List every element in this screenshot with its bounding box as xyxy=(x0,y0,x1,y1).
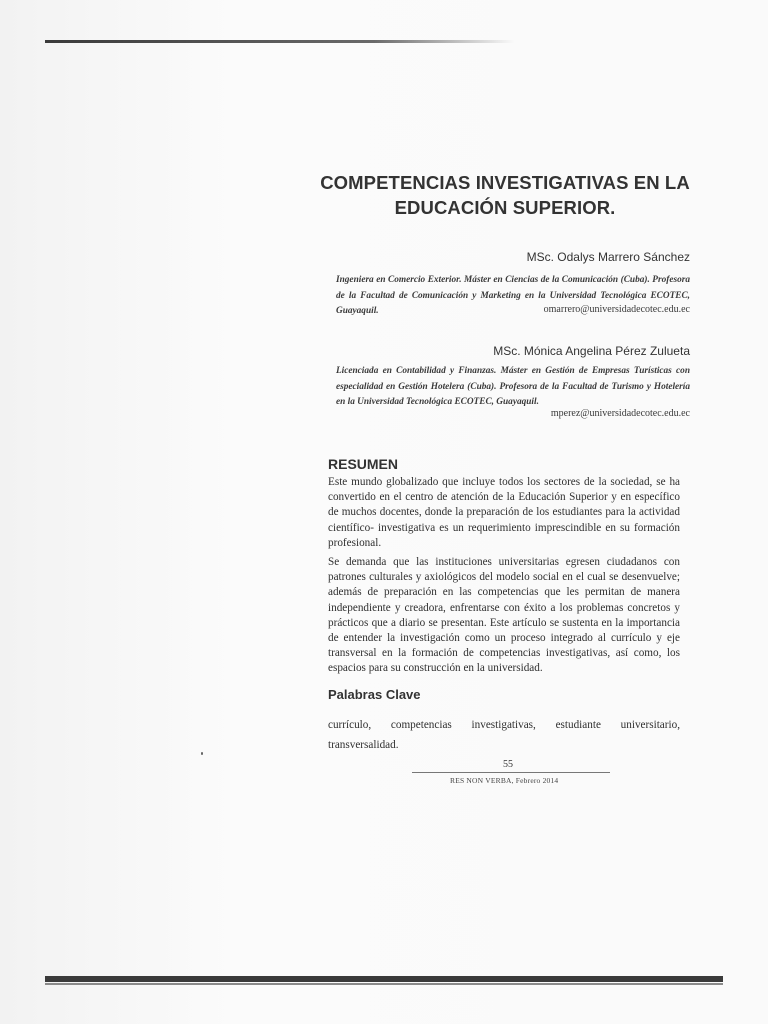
title-line-2: EDUCACIÓN SUPERIOR. xyxy=(394,197,616,218)
resumen-paragraph-2: Se demanda que las instituciones universitarias egresen ciudadanos con patrones culturales y axiológicos del modelo social en el cual se desenvuelve; además de preparación en las competencias que les permitan de manera independiente y creadora, enfrentarse con éxito a los problemas concretos y prácticos que a diario se presentan. Este artículo se sustenta en la importancia de entender la investigación como un proceso integrado al currículo y eje transversal en la formación de competencias investigativas, así como, los espacios para su construcción en la universidad. xyxy=(328,556,680,675)
journal-footer: RES NON VERBA, Febrero 2014 xyxy=(450,776,559,785)
title-line-1: COMPETENCIAS INVESTIGATIVAS EN LA xyxy=(320,172,690,193)
article-page xyxy=(320,170,690,785)
author-1-email: omarrero@universidadecotec.edu.ec xyxy=(543,304,690,315)
scan-speck xyxy=(201,752,203,755)
author-2-email: mperez@universidadecotec.edu.ec xyxy=(550,408,690,419)
resumen-paragraph-1: Este mundo globalizado que incluye todos los sectores de la sociedad, se ha convertido en el centro de atención de la Educación Superior y en específico de muchos docentes, donde la preparación de los estudiantes para la actividad científico- investigativa es un requerimiento imprescindible en su formación profesional. xyxy=(328,476,680,549)
author-2-name: MSc. Mónica Angelina Pérez Zulueta xyxy=(493,344,690,358)
resumen-heading: RESUMEN xyxy=(328,456,399,472)
keywords-text: currículo, competencias investigativas, estudiante universitario, transversalidad. xyxy=(328,719,680,751)
author-1-name: MSc. Odalys Marrero Sánchez xyxy=(526,250,690,264)
author-2-bio: Licenciada en Contabilidad y Finanzas. Máster en Gestión de Empresas Turísticas con especialidad en Gestión Hotelera (Cuba). Profesora de la Facultad de Turismo y Hotelería en la Universidad Tecnológica ECOTEC, Guayaquil. xyxy=(336,366,690,407)
footer-rule xyxy=(412,772,610,773)
keywords-heading: Palabras Clave xyxy=(328,687,421,702)
scan-bottom-edge xyxy=(45,976,723,982)
article-title xyxy=(320,170,690,220)
scan-top-edge xyxy=(45,40,515,43)
scan-bottom-edge-shadow xyxy=(45,983,723,985)
page-number: 55 xyxy=(503,759,513,770)
author-1-bio: Ingeniera en Comercio Exterior. Máster en Ciencias de la Comunicación (Cuba). Profesora de la Facultad de Comunicación y Marketing en la Universidad Tecnológica ECOTEC, Guayaquil. xyxy=(336,275,690,316)
